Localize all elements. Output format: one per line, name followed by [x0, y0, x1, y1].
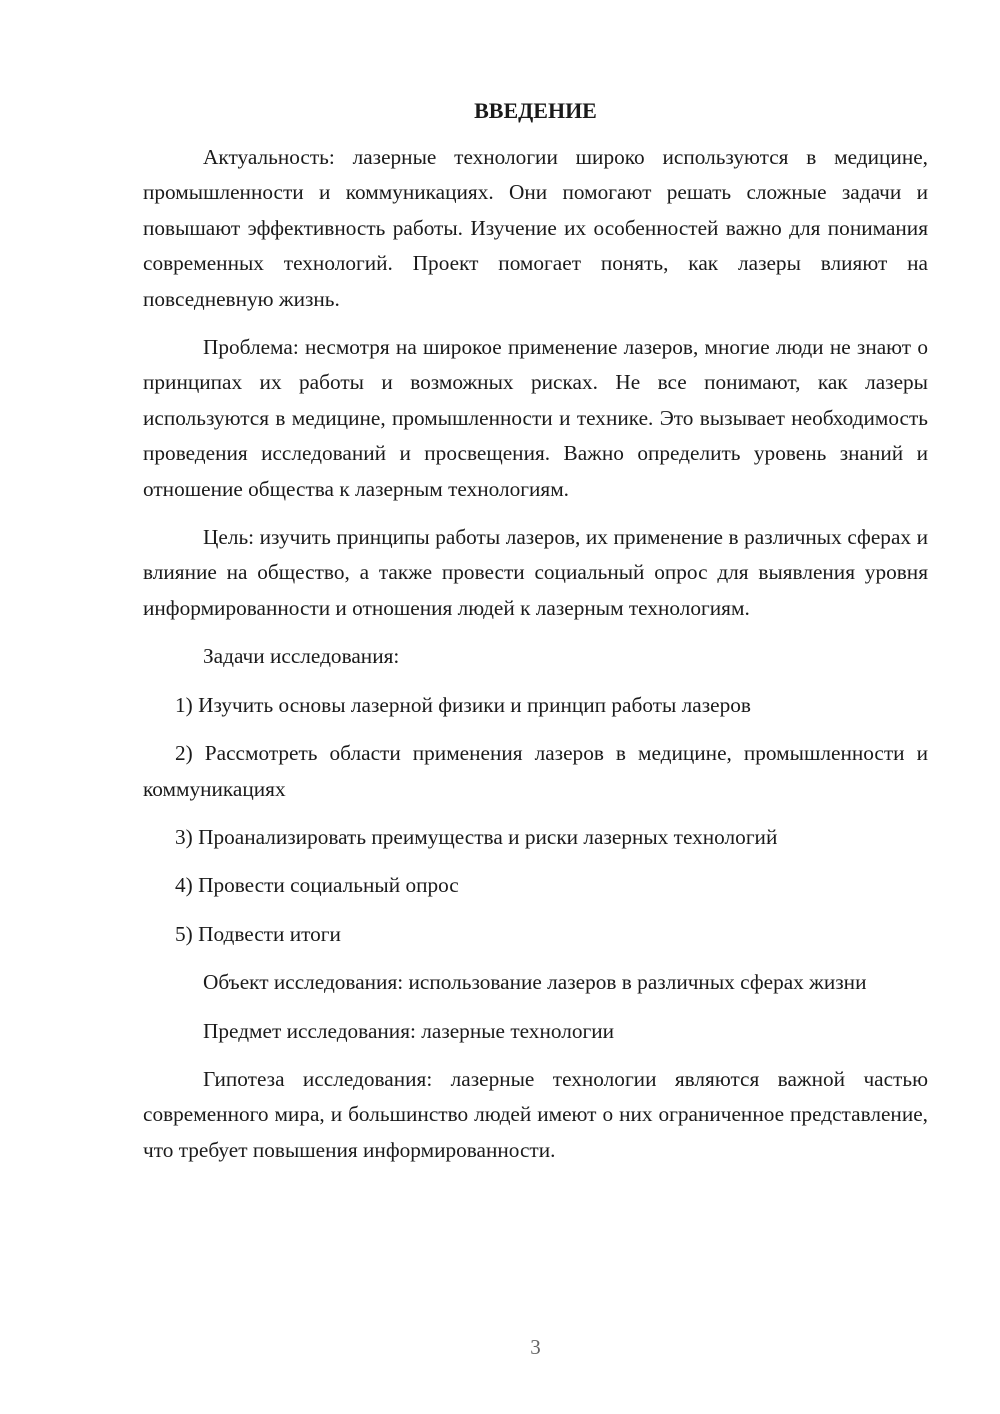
body-text [143, 140, 928, 1181]
paragraph-relevance: Актуальность: лазерные технологии широко используются в медицине, промышленности и коммуникациях. Они помогают решать сложные задачи и повышают эффективность работы. Изучение их особенностей важно для понимания современных технологий. Проект помогает понять, как лазеры влияют на повседневную жизнь. [143, 145, 928, 311]
task-item-3: 3) Проанализировать преимущества и риски лазерных технологий [175, 824, 778, 849]
task-item-4: 4) Провести социальный опрос [175, 873, 459, 898]
paragraph-object: Объект исследования: использование лазеров в различных сферах жизни [203, 970, 867, 995]
paragraph-goal: Цель: изучить принципы работы лазеров, их применение в различных сферах и влияние на общество, а также провести социальный опрос для выявления уровня информированности и отношения людей к лазерным технологиям. [143, 525, 928, 620]
document-page [143, 0, 928, 1414]
tasks-title: Задачи исследования: [203, 644, 400, 669]
page-number: 3 [530, 1335, 541, 1359]
section-heading: ВВЕДЕНИЕ [474, 98, 597, 123]
paragraph-subject: Предмет исследования: лазерные технологии [203, 1018, 615, 1043]
task-item-5: 5) Подвести итоги [175, 921, 341, 946]
paragraph-problem: Проблема: несмотря на широкое применение лазеров, многие люди не знают о принципах их работы и возможных рисках. Не все понимают, как лазеры используются в медицине, промышленности и технике. Это вызывает необходимость проведения исследований и просвещения. Важно определить уровень знаний и отношение общества к лазерным технологиям. [143, 335, 928, 501]
paragraph-hypothesis: Гипотеза исследования: лазерные технологии являются важной частью современного мира, и большинство людей имеют о них ограниченное представление, что требует повышения информированности. [143, 1066, 928, 1162]
task-item-1: 1) Изучить основы лазерной физики и принцип работы лазеров [175, 692, 751, 717]
task-item-2: 2) Рассмотреть области применения лазеров в медицине, промышленности и коммуникациях [143, 741, 928, 801]
